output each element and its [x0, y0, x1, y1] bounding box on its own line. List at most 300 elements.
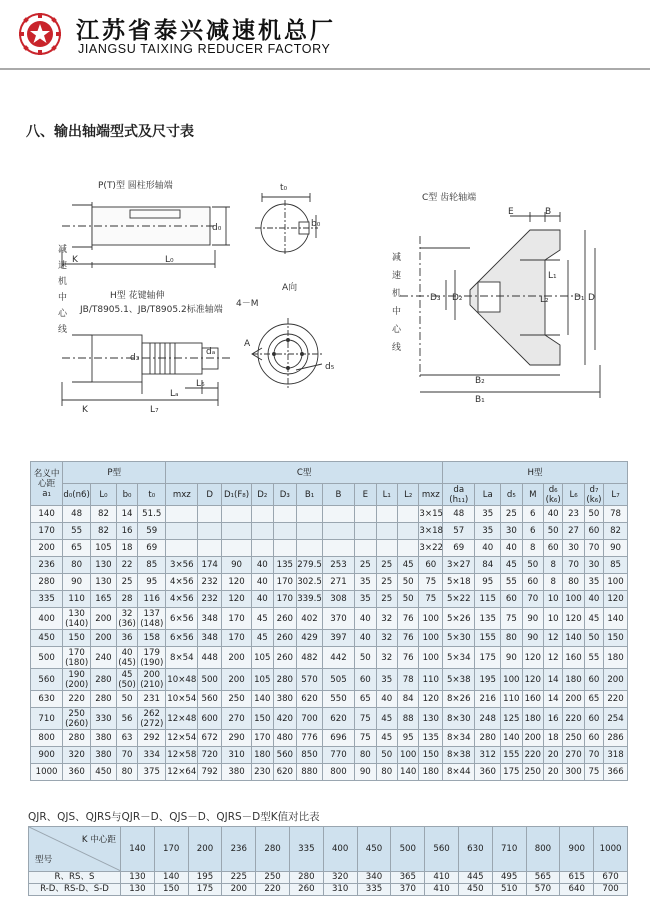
k-center-8: 500: [391, 827, 425, 872]
table-cell: [376, 523, 397, 540]
table-cell: 60: [544, 540, 563, 557]
table-cell: 50: [116, 691, 137, 708]
table-cell: 500: [198, 669, 222, 691]
table-cell: 75: [419, 574, 443, 591]
table-cell: [355, 523, 376, 540]
table-cell: 175: [501, 764, 522, 781]
table-cell: 270: [222, 708, 252, 730]
a-view-label: A向: [282, 283, 298, 293]
table-cell: 260: [273, 647, 297, 669]
table-cell: 5×26: [443, 608, 475, 630]
table-cell: 40: [252, 574, 273, 591]
table-cell: [322, 506, 354, 523]
table-cell: 253: [322, 557, 354, 574]
table-cell: 600: [198, 708, 222, 730]
table-cell: 348: [198, 630, 222, 647]
table-row: [31, 574, 628, 591]
table-cell: 250: [563, 730, 584, 747]
k-value: 640: [560, 884, 594, 896]
table-cell: 125: [501, 708, 522, 730]
c-type-title: C型 齿轮轴端: [422, 193, 477, 203]
table-cell: 60: [584, 730, 603, 747]
table-cell: [322, 523, 354, 540]
table-cell: 120: [419, 691, 443, 708]
table-cell: 402: [297, 608, 323, 630]
table-cell: 200: [522, 730, 543, 747]
table-cell: 100: [397, 747, 418, 764]
table-cell: 150: [604, 630, 628, 647]
table-cell: 84: [475, 557, 501, 574]
table-cell: 700: [297, 708, 323, 730]
table-row: [31, 557, 628, 574]
table-cell: 850: [297, 747, 323, 764]
table-cell: 270: [563, 747, 584, 764]
table-cell: 130: [91, 574, 117, 591]
table-cell: 271: [322, 574, 354, 591]
h-type-title: H型 花键轴伸: [110, 291, 165, 301]
table-cell: [297, 540, 323, 557]
label-k-h: K: [82, 405, 88, 415]
table-cell: 50: [397, 591, 418, 608]
table-cell: 232: [198, 574, 222, 591]
table-cell: 30: [501, 523, 522, 540]
label-d3-c: D₃: [430, 293, 441, 303]
table-row: [31, 691, 628, 708]
table-cell: 480: [273, 730, 297, 747]
table-cell: 570: [297, 669, 323, 691]
k-center-7: 450: [357, 827, 391, 872]
table-cell: 220: [63, 691, 91, 708]
k-value: 220: [256, 884, 290, 896]
table-cell: 375: [138, 764, 166, 781]
table-cell: 348: [198, 608, 222, 630]
table-cell: 70: [584, 540, 603, 557]
table-cell: 27: [563, 523, 584, 540]
table-cell: 710: [31, 708, 63, 730]
table-cell: 90: [222, 557, 252, 574]
table-cell: 20: [544, 747, 563, 764]
table-cell: [273, 506, 297, 523]
table-cell: 397: [322, 630, 354, 647]
table-cell: 137 (148): [138, 608, 166, 630]
table-cell: 32: [376, 647, 397, 669]
table-cell: 60: [419, 557, 443, 574]
factory-logo-icon: [18, 12, 62, 56]
table-cell: 792: [198, 764, 222, 781]
table-row: [31, 540, 628, 557]
svg-text:速: 速: [58, 261, 68, 271]
table-cell: 84: [397, 691, 418, 708]
table-cell: 75: [501, 608, 522, 630]
table-cell: 25: [501, 506, 522, 523]
table-cell: [198, 540, 222, 557]
table-cell: 880: [297, 764, 323, 781]
table-cell: 8×26: [443, 691, 475, 708]
table-cell: 30: [563, 540, 584, 557]
table-cell: 140: [604, 608, 628, 630]
table-cell: 95: [475, 574, 501, 591]
table-cell: 90: [63, 574, 91, 591]
k-value: 445: [458, 872, 492, 884]
table-cell: [166, 506, 198, 523]
table-cell: 50: [584, 506, 603, 523]
table-cell: 8×44: [443, 764, 475, 781]
table-cell: 90: [522, 608, 543, 630]
table-cell: 12: [544, 630, 563, 647]
table-cell: 12×58: [166, 747, 198, 764]
center-line-label-right: [392, 251, 402, 353]
table-cell: 262 (272): [138, 708, 166, 730]
table-cell: 100: [419, 608, 443, 630]
table-cell: 200: [31, 540, 63, 557]
table-cell: 450: [91, 764, 117, 781]
table-cell: [322, 540, 354, 557]
table-cell: 32 (36): [118, 608, 136, 629]
k-value: 340: [357, 872, 391, 884]
table-cell: 335: [31, 591, 63, 608]
label-d1: D₁: [574, 293, 585, 303]
table-cell: 170: [222, 630, 252, 647]
table-cell: 200: [91, 630, 117, 647]
table-cell: 120: [522, 647, 543, 669]
table-cell: 85: [604, 557, 628, 574]
subheader-13: L₂: [397, 484, 418, 506]
table-cell: 150: [252, 708, 273, 730]
k-table-corner: K 中心距 型号: [29, 827, 121, 872]
table-cell: 25: [376, 557, 397, 574]
table-cell: 75: [584, 764, 603, 781]
subheader-22: L₇: [604, 484, 628, 506]
table-cell: 120: [522, 669, 543, 691]
label-b: B: [545, 207, 552, 217]
table-cell: [252, 540, 273, 557]
table-cell: 170: [252, 730, 273, 747]
table-cell: 45: [397, 557, 418, 574]
shaft-end-drawing: [0, 150, 650, 455]
table-cell: 40: [501, 540, 522, 557]
table-cell: 105: [252, 647, 273, 669]
table-cell: 80: [501, 630, 522, 647]
table-cell: 76: [397, 647, 418, 669]
subheader-11: E: [355, 484, 376, 506]
k-center-0: 140: [121, 827, 155, 872]
table-cell: 110: [419, 669, 443, 691]
k-value-table: [28, 826, 628, 896]
table-row: [31, 647, 628, 669]
k-value: 130: [121, 872, 155, 884]
center-line-label-left: [58, 243, 68, 335]
table-cell: 36: [116, 630, 137, 647]
table-cell: 40: [355, 630, 376, 647]
table-cell: 339.5: [297, 591, 323, 608]
label-l0: L₀: [165, 255, 174, 265]
table-cell: 170 (180): [63, 647, 91, 669]
table-cell: 230: [252, 764, 273, 781]
table-cell: 260: [273, 608, 297, 630]
table-cell: 1000: [31, 764, 63, 781]
k-center-3: 236: [222, 827, 256, 872]
table-cell: 6: [522, 506, 543, 523]
table-cell: 140: [31, 506, 63, 523]
table-cell: 60: [501, 591, 522, 608]
table-cell: 80: [355, 747, 376, 764]
subheader-17: d₅: [501, 484, 522, 506]
table-cell: 370: [322, 608, 354, 630]
table-cell: 380: [91, 730, 117, 747]
table-cell: 250: [522, 764, 543, 781]
table-cell: 120: [222, 591, 252, 608]
k-value: 225: [222, 872, 256, 884]
k-value: 410: [425, 884, 459, 896]
table-cell: 560: [31, 669, 63, 691]
table-cell: 10×54: [166, 691, 198, 708]
table-cell: 35: [475, 506, 501, 523]
table-cell: 75: [355, 708, 376, 730]
k-value: 700: [594, 884, 628, 896]
table-cell: 200: [222, 647, 252, 669]
k-model-name: R-D、RS-D、S-D: [29, 884, 121, 896]
label-d2: D₂: [452, 293, 463, 303]
table-cell: [222, 506, 252, 523]
header-divider: [0, 68, 650, 70]
table-cell: 175: [475, 647, 501, 669]
table-cell: 5×38: [443, 669, 475, 691]
table-cell: 40: [252, 557, 273, 574]
table-cell: 800: [322, 764, 354, 781]
table-cell: 65: [355, 691, 376, 708]
table-cell: 135: [273, 557, 297, 574]
table-cell: 14: [544, 691, 563, 708]
table-cell: 158: [138, 630, 166, 647]
table-cell: 120: [563, 608, 584, 630]
table-cell: 155: [501, 747, 522, 764]
table-cell: 80: [563, 574, 584, 591]
table-cell: 290: [222, 730, 252, 747]
table-cell: [222, 523, 252, 540]
table-cell: 8×30: [443, 708, 475, 730]
label-da: dₐ: [206, 347, 216, 357]
table-cell: 75: [355, 730, 376, 747]
table-row: [31, 523, 628, 540]
k-value: 310: [323, 884, 357, 896]
table-cell: 236: [31, 557, 63, 574]
k-center-14: 1000: [594, 827, 628, 872]
k-value: 365: [391, 872, 425, 884]
table-cell: 220: [522, 747, 543, 764]
table-cell: 8×38: [443, 747, 475, 764]
table-cell: 130 (140): [63, 608, 91, 630]
table-cell: 900: [31, 747, 63, 764]
table-cell: 231: [138, 691, 166, 708]
k-center-4: 280: [256, 827, 290, 872]
table-cell: 95: [397, 730, 418, 747]
table-cell: 50: [397, 574, 418, 591]
table-cell: 380: [273, 691, 297, 708]
table-cell: 110: [63, 591, 91, 608]
table-cell: 45: [376, 708, 397, 730]
four-m-label: 4－M: [236, 299, 259, 309]
table-cell: 60: [584, 669, 603, 691]
table-cell: 90: [355, 764, 376, 781]
table-cell: 160: [563, 647, 584, 669]
table-cell: [297, 523, 323, 540]
table-cell: 110: [501, 691, 522, 708]
table-cell: 170: [273, 574, 297, 591]
table-cell: 8×34: [443, 730, 475, 747]
table-cell: 95: [138, 574, 166, 591]
subheader-0: d₀(n6): [63, 484, 91, 506]
table-cell: 51.5: [138, 506, 166, 523]
section-title: 八、输出轴端型式及尺寸表: [26, 124, 194, 140]
table-cell: 200: [222, 669, 252, 691]
k-value: 565: [526, 872, 560, 884]
k-table-title: QJR、QJS、QJRS与QJR－D、QJS－D、QJRS－D型K值对比表: [28, 811, 320, 823]
svg-text:线: 线: [392, 343, 402, 353]
k-value: 410: [425, 872, 459, 884]
company-name-cn: 江苏省泰兴减速机总厂: [76, 18, 336, 44]
table-cell: 280: [31, 574, 63, 591]
table-cell: 6×56: [166, 630, 198, 647]
table-cell: 448: [198, 647, 222, 669]
table-cell: 76: [397, 630, 418, 647]
table-cell: 100: [563, 591, 584, 608]
table-cell: 16: [116, 523, 137, 540]
k-center-11: 710: [492, 827, 526, 872]
table-cell: 48: [443, 506, 475, 523]
table-cell: 672: [198, 730, 222, 747]
table-cell: [198, 506, 222, 523]
table-cell: 3×27: [443, 557, 475, 574]
svg-text:机: 机: [58, 277, 68, 287]
subheader-6: D₁(F₈): [222, 484, 252, 506]
label-d5: d₅: [325, 362, 335, 372]
table-cell: 90: [501, 647, 522, 669]
label-a-arrow: A: [244, 339, 251, 349]
k-value: 195: [188, 872, 222, 884]
table-cell: 140: [563, 630, 584, 647]
table-cell: 78: [604, 506, 628, 523]
table-cell: 300: [563, 764, 584, 781]
subheader-15: da (h₁₁): [443, 484, 475, 506]
table-cell: 18: [544, 730, 563, 747]
table-cell: 4×56: [166, 591, 198, 608]
p-type-title: P(T)型 圆柱形轴端: [98, 181, 173, 191]
table-cell: 70: [563, 557, 584, 574]
table-row: [31, 708, 628, 730]
table-cell: 88: [397, 708, 418, 730]
table-cell: [376, 506, 397, 523]
table-cell: [397, 540, 418, 557]
table-cell: 50: [376, 747, 397, 764]
table-cell: 12×48: [166, 708, 198, 730]
table-cell: 155: [475, 630, 501, 647]
label-k-p: K: [72, 255, 78, 265]
subheader-3: t₀: [138, 484, 166, 506]
table-cell: 140: [397, 764, 418, 781]
table-cell: 23: [563, 506, 584, 523]
table-cell: 190 (200): [63, 669, 91, 691]
table-cell: 55: [63, 523, 91, 540]
label-l6: L₆: [196, 379, 205, 389]
company-name-en: JIANGSU TAIXING REDUCER FACTORY: [78, 42, 331, 56]
table-cell: 16: [544, 708, 563, 730]
k-value: 260: [289, 884, 323, 896]
table-cell: 140: [501, 730, 522, 747]
table-cell: 45: [252, 630, 273, 647]
table-cell: [355, 506, 376, 523]
table-cell: 35: [355, 574, 376, 591]
k-value: 335: [357, 884, 391, 896]
h-type-standard: JB/T8905.1、JB/T8905.2标准轴端: [80, 305, 223, 315]
table-cell: [355, 540, 376, 557]
table-cell: 170: [31, 523, 63, 540]
table-cell: 420: [273, 708, 297, 730]
k-value: 615: [560, 872, 594, 884]
table-cell: 40: [252, 591, 273, 608]
svg-text:速: 速: [392, 271, 402, 281]
table-cell: 45: [584, 608, 603, 630]
table-cell: 450: [31, 630, 63, 647]
k-value: 200: [222, 884, 256, 896]
table-cell: 60: [584, 523, 603, 540]
table-cell: 82: [91, 506, 117, 523]
table-cell: 135: [419, 730, 443, 747]
table-cell: 170: [222, 608, 252, 630]
label-d0: d₀: [212, 223, 222, 233]
table-cell: 620: [273, 764, 297, 781]
table-cell: 90: [604, 540, 628, 557]
table-cell: 195: [475, 669, 501, 691]
table-cell: 174: [198, 557, 222, 574]
table-cell: 429: [297, 630, 323, 647]
table-cell: [198, 523, 222, 540]
table-cell: 59: [138, 523, 166, 540]
table-cell: 620: [322, 708, 354, 730]
subheader-10: B: [322, 484, 354, 506]
table-cell: 69: [138, 540, 166, 557]
table-cell: 200: [604, 669, 628, 691]
table-cell: 50: [584, 630, 603, 647]
table-cell: 55: [584, 647, 603, 669]
table-cell: 30: [584, 557, 603, 574]
table-cell: 55: [501, 574, 522, 591]
table-cell: 3×22: [419, 540, 443, 557]
table-cell: 45 (50): [118, 669, 136, 690]
table-cell: 200 (210): [138, 669, 166, 691]
table-cell: 380: [222, 764, 252, 781]
table-cell: 25: [116, 574, 137, 591]
table-cell: 105: [252, 669, 273, 691]
page-header: [0, 0, 650, 68]
table-cell: 330: [91, 708, 117, 730]
table-cell: 130: [419, 708, 443, 730]
label-d: D: [588, 293, 595, 303]
subheader-19: d₆ (k₆): [544, 484, 563, 506]
table-cell: 45: [501, 557, 522, 574]
table-cell: 3×56: [166, 557, 198, 574]
svg-text:线: 线: [58, 325, 68, 335]
table-cell: 280: [475, 730, 501, 747]
table-cell: 63: [116, 730, 137, 747]
table-cell: 8: [544, 574, 563, 591]
table-cell: 12: [544, 647, 563, 669]
table-row: [31, 630, 628, 647]
table-cell: 35: [376, 669, 397, 691]
table-cell: 40: [376, 691, 397, 708]
table-cell: 550: [322, 691, 354, 708]
table-cell: [273, 540, 297, 557]
table-cell: 82: [91, 523, 117, 540]
